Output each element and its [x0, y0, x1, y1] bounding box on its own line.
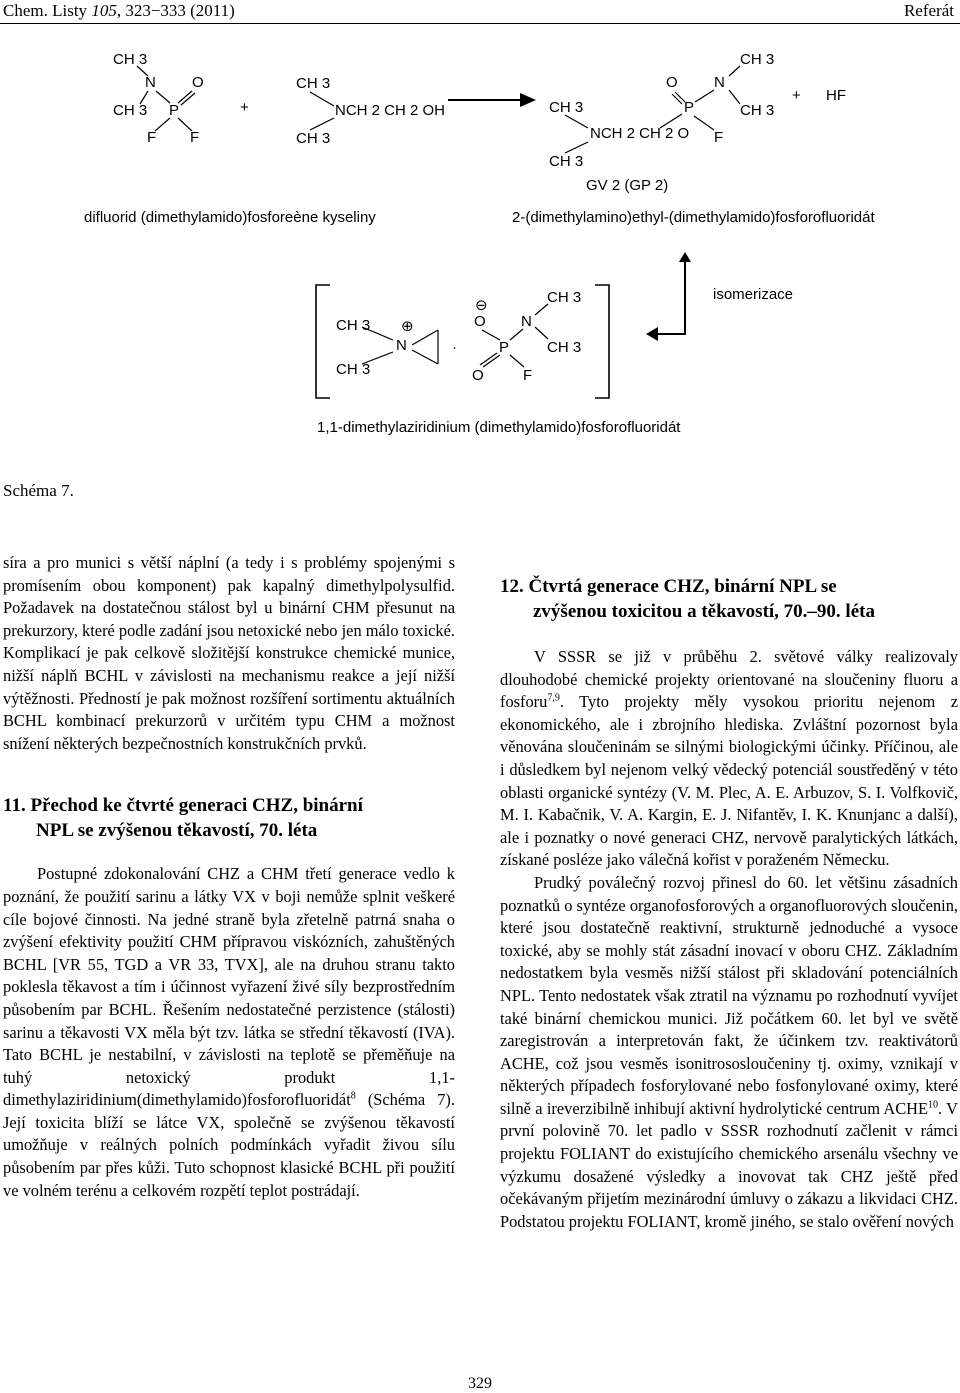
- p-n: N: [714, 74, 725, 91]
- plus-2: +: [792, 87, 801, 104]
- s-n2: N: [521, 313, 532, 330]
- r1-ch3-top: CH 3: [113, 51, 148, 68]
- reactant-name: difluorid (dimethylamido)fosforeène kyseliny: [84, 209, 376, 226]
- reference-7-9: 7,9: [547, 692, 560, 704]
- p-ch3-bottom: CH 3: [549, 153, 584, 170]
- r1-f1: F: [147, 129, 157, 146]
- r1-p: P: [169, 102, 180, 119]
- s-f: F: [523, 367, 533, 384]
- s-dot: ·: [452, 339, 457, 356]
- gv2-label: GV 2 (GP 2): [586, 177, 669, 194]
- section-heading-11: [3, 793, 455, 843]
- r1-n: N: [145, 74, 156, 91]
- p-ch3-top: CH 3: [549, 99, 584, 116]
- paragraph-continuation: síra a pro munici s větší náplní (a tedy i s problémy spojenými s promísením obou komponent) pak kapalný dimethylpolysulfid. Požadavek na dostatečnou stálost byl u binární CHM přesunut na prekurzory, které podle zadání jsou netoxické nebo jen málo toxické. Komplikací je pak celkově složitější konstrukce chemické munice, nižší náplň BCHL v závislosti na mechanismu reakce a její nižší výtěžnosti. Předností je pak možnost rozšíření sortimentu aktuálních BCHL kombinací prekurzorů v určitém typu CHM a možnost snížení některých bezpečnostních konstrukčních prvků.: [3, 553, 455, 753]
- reference-8: 8: [350, 1090, 356, 1102]
- salt-name: 1,1-dimethylaziridinium (dimethylamido)fosforofluoridát: [317, 419, 681, 436]
- r2-ch3-top: CH 3: [296, 75, 331, 92]
- s-p: P: [499, 339, 510, 356]
- s-o2: O: [472, 367, 484, 384]
- paragraph-ii: Postupné zdokonalování CHZ a CHM třetí generace vedlo k poznání, že použití sarinu a látky VX v boji nemůže splnit veškeré cíle bojové činnosti. Na jedné straně byla zřetelně patrná snaha o zvýšení efektivity použití CHM přípravou viskózních, zahuštěných BCHL [VR 55, TGD a VR 33, TVX], ale na druhou stranu takto poklesla těkavost a tím i účinnost vyřazení živé síly bezprostředním působením par BCHL. Řešením nedostatečné perzistence (stálosti) sarinu a těkavosti VX měla být tzv. látka se střední těkavostí (IVA). Tato BCHL je nestabilní, v závislosti na teplotě se přeměňuje na tuhý netoxický produkt 1,1-dimethylaziridinium(dimethylamido)fosforofluoridát$^8$ (Schéma 7). Její toxicita blíží se látce VX, společně se zvýšenou těkavostí umožňuje v reálných polních podmínkách vyřadit živou sílu působením par přes kůži. Tuto schopnost klasické BCHL při použití ve volném terénu a celkovém rozpětí teplot postrádají.: [3, 864, 455, 1200]
- isomerizace-label: isomerizace: [713, 286, 794, 303]
- r1-ch3-left: CH 3: [113, 102, 148, 119]
- p-ch3-r2: CH 3: [740, 102, 775, 119]
- paragraph-ssr: V SSSR se již v průběhu 2. světové války realizovaly dlouhodobé chemické projekty orientované na sloučeniny fluoru a fosforu$^{7,9}$. Tyto projekty měly vysokou prioritu nejenom z ekonomického, ale i zbrojního hlediska. Zvláštní pozornost byla věnována sloučeninám se silnými biologickými účinky. Příčinou, ale i důsledkem byl nejenom velký vědecký potenciál soustředěný v této oblasti organické syntézy (V. M. Plec, A. E. Arbuzov, S. I. Volfkovič, M. I. Kabačnik, V. A. Kargin, E. J. Nifantěv, I. K. Knunjanc a další), ale i poznatky o nové generaci CHZ, nervově paralytických látkách, získané posléze jako válečná kořist v poraženém Německu.: [500, 647, 958, 870]
- p-p: P: [684, 99, 695, 116]
- r1-f2: F: [190, 129, 200, 146]
- running-header: [0, 0, 960, 28]
- reaction-scheme: [0, 30, 960, 450]
- p-chain: NCH 2 CH 2 O: [590, 125, 690, 142]
- s-minus-charge: ⊖: [475, 297, 488, 314]
- right-column: [500, 574, 958, 1233]
- hf: HF: [826, 87, 846, 104]
- journal-citation: Chem. Listy 105, 323−333 (2011): [3, 1, 235, 20]
- product-name: 2-(dimethylamino)ethyl-(dimethylamido)fosforofluoridát: [512, 209, 875, 226]
- s-ch3-bottom: CH 3: [336, 361, 371, 378]
- s-ch3-r1: CH 3: [547, 289, 582, 306]
- r2-chain: NCH 2 CH 2 OH: [335, 102, 446, 119]
- p-o: O: [666, 74, 678, 91]
- s-plus-charge: ⊕: [401, 318, 414, 335]
- plus-1: +: [240, 99, 249, 116]
- heading-11-line2: NPL se zvýšenou těkavostí, 70. léta: [36, 820, 318, 842]
- s-o1: O: [474, 313, 486, 330]
- r2-ch3-bottom: CH 3: [296, 130, 331, 147]
- p-ch3-r1: CH 3: [740, 51, 775, 68]
- scheme-caption: Schéma 7.: [3, 481, 74, 500]
- r1-o: O: [192, 74, 204, 91]
- header-rule: [0, 23, 960, 24]
- heading-11-line1: 11. Přechod ke čtvrté generaci CHZ, binární: [3, 795, 363, 817]
- page-number: 329: [468, 1375, 492, 1392]
- section-label: Referát: [903, 1, 954, 20]
- s-ch3-top: CH 3: [336, 317, 371, 334]
- p-f: F: [714, 129, 724, 146]
- heading-12-line1: 12. Čtvrtá generace CHZ, binární NPL se: [500, 576, 837, 597]
- s-ch3-r2: CH 3: [547, 339, 582, 356]
- paragraph-postwar: Prudký poválečný rozvoj přinesl do 60. let většinu zásadních poznatků o syntéze organofosforových a organofluorových sloučenin, které jsou dostatečně reaktivní, strukturně jednoduché a vysoce toxické, aby se mohly stát zásadní inovací v oboru CHZ. Základním nedostatkem byla vesměs nižší stálost při skladování potenciálních NPL. Tento nedostatek však ztratil na významu po rozhodnutí vyvíjet také binární chemickou munici. Již počátkem 60. let byl ve světě zaregistrován a interpretován fakt, že účinkem tzv. reaktivátorů ACHE, což jsou vesměs isonitrososloučeniny tj. oximy, vznikají v některých případech fosforylované nebo fosfonylované oximy, které silně a ireverzibilně inhibují aktivní hydrolytické centrum ACHE$^{10}$. V první polovině 70. let padlo v SSSR rozhodnutí začlenit v rámci projektu FOLIANT do existujícího chemického arsenálu všechny ve výzkumu dosažené výsledky a inovovat tak CHZ ještě před očekávaným přijetím mezinárodní úmluvy o zákazu a likvidaci CHZ. Podstatou projektu FOLIANT, kromě jiného, se stalo ověření nových: [500, 872, 958, 1231]
- section-heading-12: [500, 574, 958, 624]
- reference-10: 10: [928, 1099, 939, 1111]
- left-column: [3, 552, 455, 1202]
- s-n: N: [396, 337, 407, 354]
- heading-12-line2: zvýšenou toxicitou a těkavostí, 70.–90. léta: [533, 601, 875, 622]
